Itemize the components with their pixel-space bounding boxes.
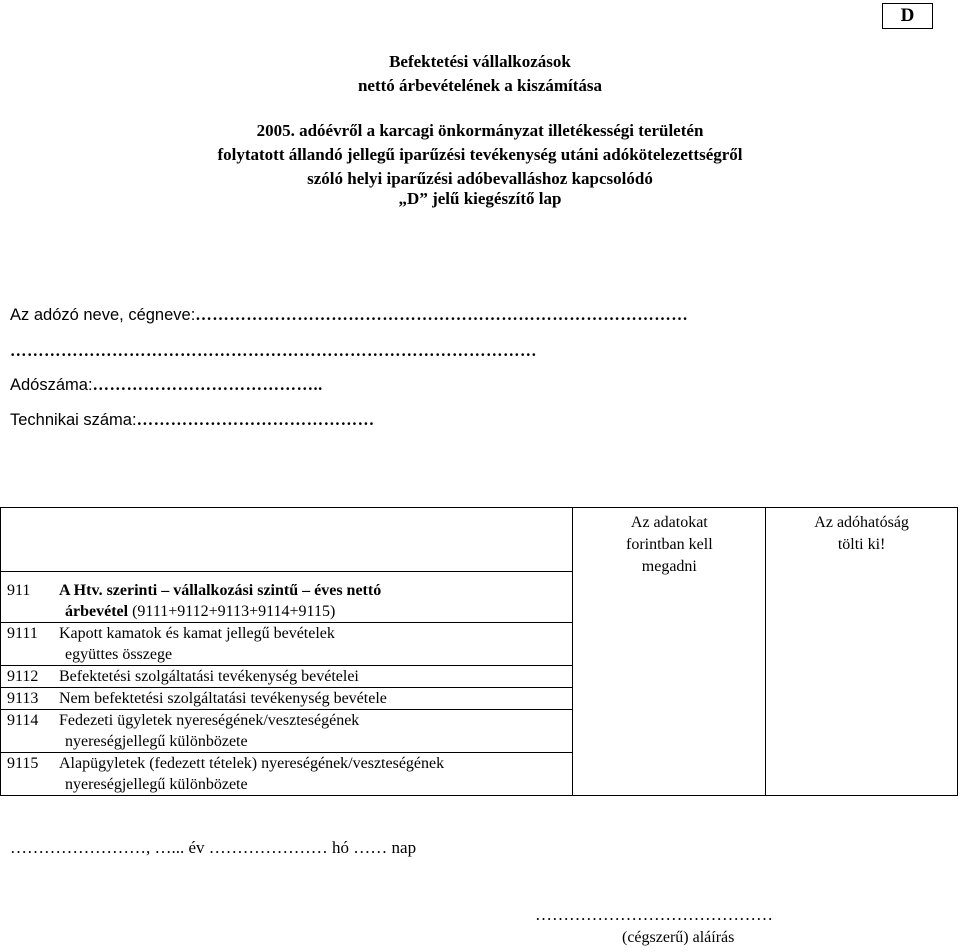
amount-header-line-3: megadni — [641, 558, 697, 575]
row-9111-label: Kapott kamatok és kamat jellegű bevételek — [59, 625, 335, 642]
row-9113-code: 9113 — [7, 690, 39, 707]
authority-header-line-1: Az adóhatóság — [814, 514, 909, 531]
authority-column — [766, 508, 958, 796]
revenue-table — [0, 507, 958, 796]
taxpayer-name-dots: …………………………………………………………………………… — [195, 305, 689, 324]
taxpayer-name-label: Az adózó neve, cégneve: — [10, 306, 196, 324]
subtitle-line-3: szóló helyi iparűzési adóbevalláshoz kapcsolódó — [307, 169, 653, 188]
taxpayer-name-dots-2: ………………………………………………………………………………… — [10, 341, 537, 360]
signature-label: (cégszerű) aláírás — [622, 929, 735, 946]
signature-dots[interactable]: …………………………………… — [535, 905, 773, 924]
row-9115-code: 9115 — [7, 755, 39, 772]
date-line[interactable]: ……………………, …... év ………………… hó …… nap — [10, 838, 417, 857]
row-9111-code: 9111 — [7, 625, 38, 642]
row-9113-label: Nem befektetési szolgáltatási tevékenység bevétele — [59, 690, 387, 707]
table-header-row — [1, 508, 958, 572]
amount-header-line-1: Az adatokat — [630, 514, 708, 531]
amount-column[interactable] — [573, 508, 766, 796]
tax-number-label: Adószáma: — [10, 376, 93, 394]
header-empty-cell — [1, 508, 573, 572]
row-9111-label-2: együttes összege — [65, 646, 173, 663]
title-line-1: Befektetési vállalkozások — [389, 52, 571, 71]
subtitle-line-1: 2005. adóévről a karcagi önkormányzat illetékességi területén — [256, 121, 704, 140]
tax-number-dots: ………………………………….. — [92, 375, 323, 394]
row-911-formula: (9111+9112+9113+9114+9115) — [128, 603, 336, 620]
row-911-code: 911 — [7, 582, 31, 599]
taxpayer-name-field[interactable] — [10, 305, 688, 325]
row-911-label-bold-2: árbevétel — [65, 603, 129, 620]
amount-header-line-2: forintban kell — [626, 536, 713, 553]
technical-number-label: Technikai száma: — [10, 411, 137, 429]
tax-number-field[interactable] — [10, 375, 323, 395]
subtitle-line-2: folytatott állandó jellegű iparűzési tevékenység utáni adókötelezettségről — [217, 145, 743, 164]
row-9114-code: 9114 — [7, 712, 39, 729]
row-9115-label-2: nyereségjellegű különbözete — [65, 776, 248, 793]
technical-number-field[interactable] — [10, 410, 375, 430]
row-9114-label-2: nyereségjellegű különbözete — [65, 733, 248, 750]
row-9114-label: Fedezeti ügyletek nyereségének/veszteségének — [59, 712, 360, 729]
authority-header-line-2: tölti ki! — [837, 536, 886, 553]
form-letter-badge: D — [882, 3, 933, 29]
row-911-label: A Htv. szerinti – vállalkozási szintű – éves nettó — [59, 582, 382, 599]
taxpayer-name-field-continued[interactable] — [10, 341, 537, 361]
subtitle-line-4: „D” jelű kiegészítő lap — [398, 189, 562, 208]
row-9115-label: Alapügyletek (fedezett tételek) nyereségének/veszteségének — [59, 755, 445, 772]
title-line-2: nettó árbevételének a kiszámítása — [357, 76, 603, 95]
technical-number-dots: …………………………………… — [136, 410, 375, 429]
row-9112-label: Befektetési szolgáltatási tevékenység bevételei — [59, 668, 359, 685]
row-9112-code: 9112 — [7, 668, 39, 685]
